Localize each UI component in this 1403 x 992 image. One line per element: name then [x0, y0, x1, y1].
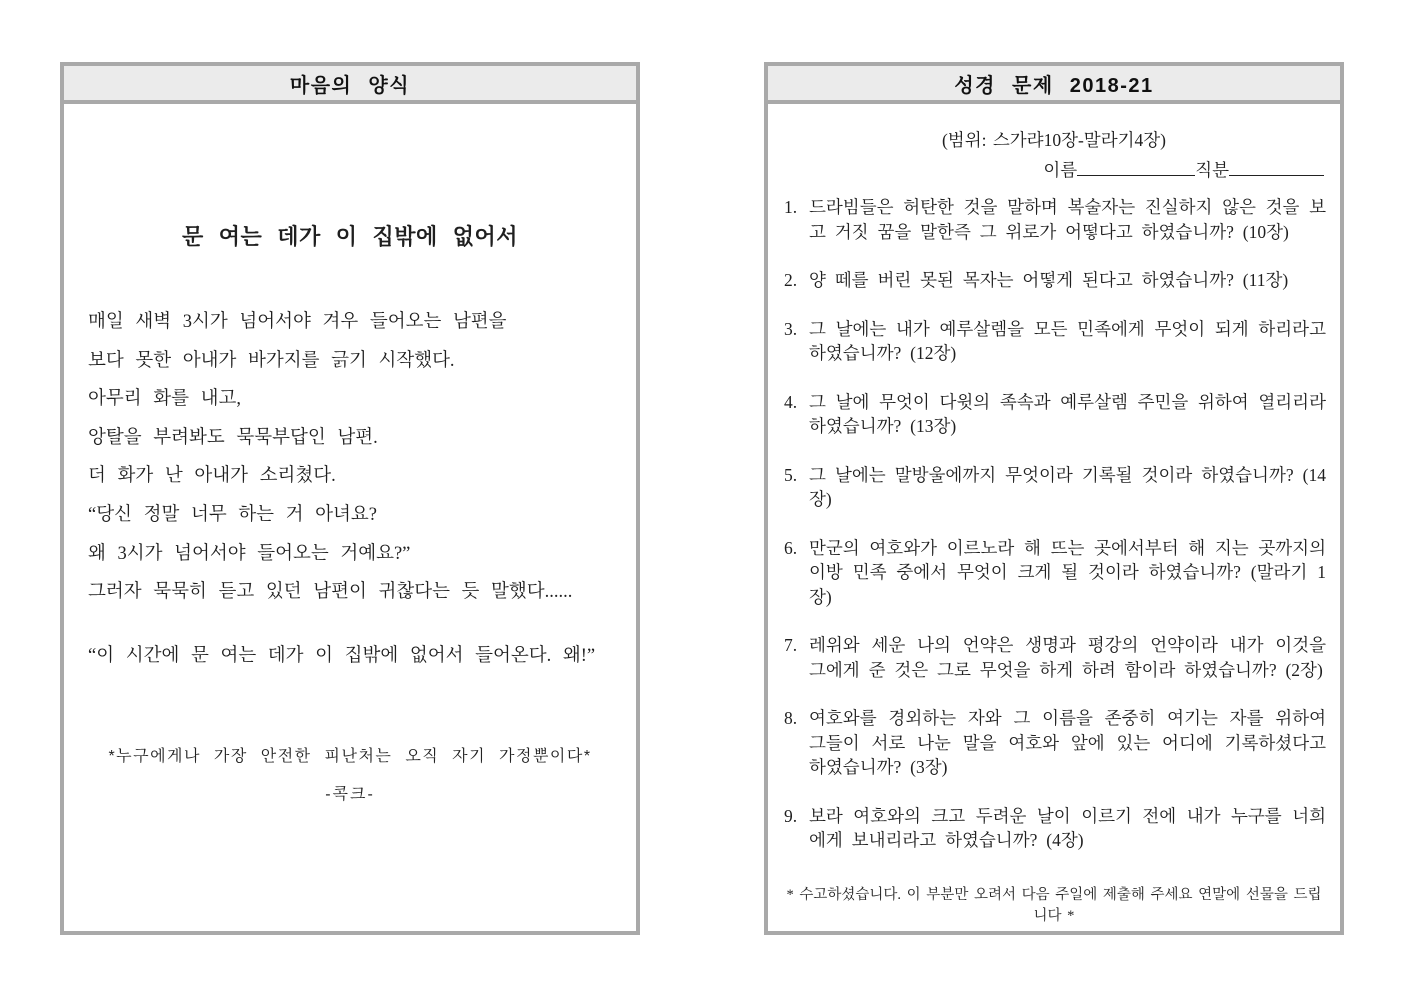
- name-role-line: [782, 157, 1324, 182]
- story-line: 그러자 묵묵히 듣고 있던 남편이 귀찮다는 듯 말했다......: [88, 582, 573, 603]
- question-number: 1.: [784, 197, 798, 217]
- question-number: 9.: [784, 805, 798, 826]
- question-number: 7.: [784, 635, 798, 655]
- left-page: [60, 62, 640, 935]
- question-number: 6.: [784, 537, 798, 558]
- story-title: 문 여는 데가 이 집밖에 없어서: [181, 224, 519, 249]
- story-line: 왜 3시가 넘어서야 들어오는 거예요?”: [88, 543, 411, 564]
- question-number: 2.: [784, 270, 798, 290]
- question-item-6: [782, 536, 1326, 610]
- question-text: 그 날에 무엇이 다윗의 족속과 예루살렘 주민을 위하여 열리리라 하였습니까? (13장): [809, 391, 1326, 436]
- story-line: 앙탈을 부려봐도 묵묵부답인 남편.: [88, 427, 378, 448]
- question-item-5: [782, 463, 1326, 512]
- moral-quote: *누구에게나 가장 안전한 피난처는 오직 자기 가정뿐이다*: [108, 748, 592, 766]
- question-text: 레위와 세운 나의 언약은 생명과 평강의 언약이라 내가 이것을 그에게 준 것은 그로 무엇을 하게 하려 함이라 하였습니까? (2장): [809, 635, 1326, 680]
- quiz-scope: (범위: 스가랴10장-말라기4장): [941, 130, 1167, 150]
- question-list: [782, 195, 1326, 853]
- question-item-7: [782, 633, 1326, 682]
- question-item-8: [782, 706, 1326, 780]
- story-line: “당신 정말 너무 하는 거 아녀요?: [88, 504, 378, 525]
- right-page: [764, 62, 1344, 935]
- right-page-body: [768, 127, 1340, 925]
- right-page-header-title: 성경 문제 2018-21: [954, 74, 1154, 97]
- left-page-body: [64, 220, 636, 804]
- story-line: 더 화가 난 아내가 소리쳤다.: [88, 466, 336, 487]
- quote-attribution: -콕크-: [325, 786, 375, 804]
- question-text: 그 날에는 말방울에까지 무엇이라 기록될 것이라 하였습니까? (14장): [809, 464, 1326, 509]
- left-page-header: [64, 66, 636, 104]
- right-page-header: [768, 66, 1340, 104]
- left-page-header-title: 마음의 양식: [289, 74, 411, 97]
- question-number: 8.: [784, 708, 798, 728]
- story-line: 매일 새벽 3시가 넘어서야 겨우 들어오는 남편을: [88, 312, 507, 332]
- question-text: 보라 여호와의 크고 두려운 날이 이르기 전에 내가 누구를 너희에게 보내리라고 하였습니까? (4장): [809, 805, 1326, 850]
- question-item-3: [782, 317, 1326, 366]
- question-text: 드라빔들은 허탄한 것을 말하며 복술자는 진실하지 않은 것을 보고 거짓 꿈을 말한즉 그 위로가 어떻다고 하였습니까? (10장): [809, 197, 1326, 242]
- question-number: 3.: [784, 318, 798, 339]
- story-line: 보다 못한 아내가 바가지를 긁기 시작했다.: [88, 350, 455, 371]
- question-item-9: [782, 804, 1326, 853]
- story-text: [88, 303, 612, 612]
- question-number: 4.: [784, 391, 798, 412]
- question-item-4: [782, 390, 1326, 439]
- question-number: 5.: [784, 464, 798, 485]
- story-punchline: “이 시간에 문 여는 데가 이 집밖에 없어서 들어온다. 왜!”: [88, 645, 596, 666]
- question-text: 여호와를 경외하는 자와 그 이름을 존중히 여기는 자를 위하여 그들이 서로 나눈 말을 여호와 앞에 있는 어디에 기록하셨다고 하였습니까? (3장): [809, 708, 1326, 777]
- question-text: 만군의 여호와가 이르노라 해 뜨는 곳에서부터 해 지는 곳까지의 이방 민족 중에서 무엇이 크게 될 것이라 하였습니까? (말라기 1장): [809, 537, 1326, 607]
- role-blank-field: [1229, 160, 1324, 176]
- question-text: 양 떼를 버린 못된 목자는 어떻게 된다고 하였습니까? (11장): [809, 270, 1289, 290]
- question-text: 그 날에는 내가 예루살렘을 모든 민족에게 무엇이 되게 하리라고 하였습니까? (12장): [809, 318, 1326, 363]
- name-blank-field: [1077, 160, 1195, 176]
- name-label: 이름: [1043, 160, 1078, 180]
- role-label: 직분: [1195, 160, 1229, 180]
- question-item-1: [782, 195, 1326, 244]
- story-line: 아무리 화를 내고,: [88, 389, 241, 410]
- question-item-2: [782, 268, 1326, 293]
- quiz-footer-note: * 수고하셨습니다. 이 부분만 오려서 다음 주일에 제출해 주세요 연말에 선물을 드립니다 *: [786, 886, 1322, 924]
